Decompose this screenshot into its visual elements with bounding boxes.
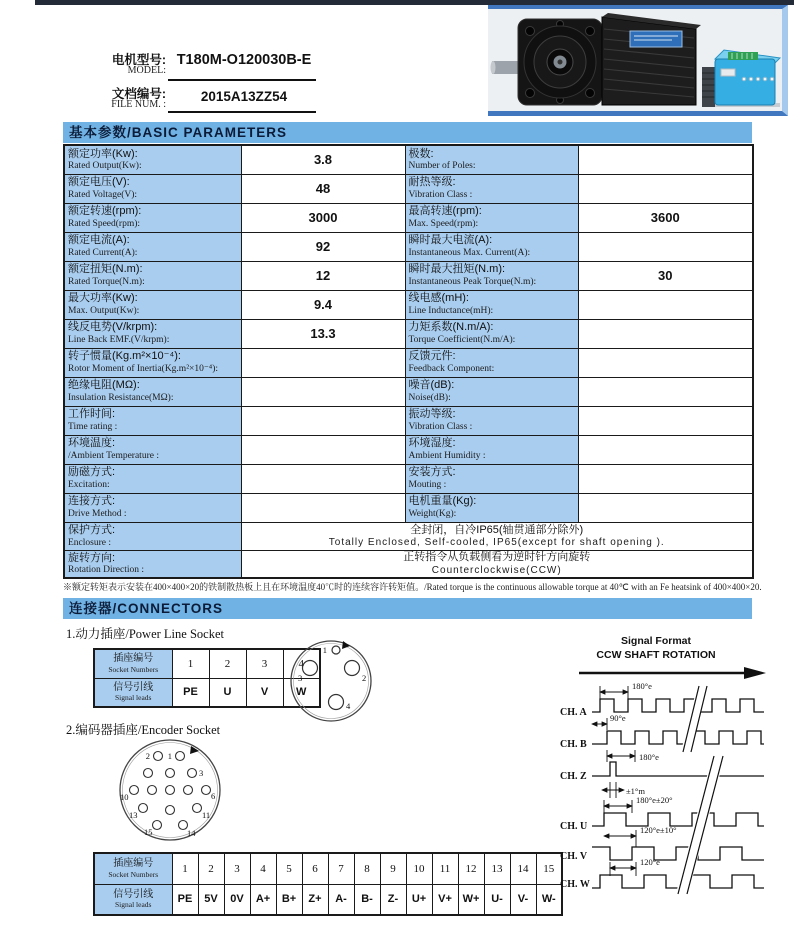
param-value-cell xyxy=(578,145,753,174)
svg-text:11: 11 xyxy=(202,810,211,820)
rotation-value-cell: 正转指令从负载侧看为逆时针方向旋转 Counterclockwise(CCW) xyxy=(241,550,753,578)
svg-text:3: 3 xyxy=(298,673,303,683)
encoder-socket-table xyxy=(93,852,563,916)
param-label-cell: 额定转速(rpm): Rated Speed(rpm): xyxy=(64,203,241,232)
param-label-cell: 额定电流(A): Rated Current(A): xyxy=(64,232,241,261)
svg-text:3: 3 xyxy=(199,768,204,778)
svg-text:6: 6 xyxy=(211,791,216,801)
product-photo-frame xyxy=(488,5,788,116)
param-row xyxy=(64,232,753,261)
param-label-cell: 瞬时最大电流(A): Instantaneous Max. Current(A): xyxy=(405,232,578,261)
param-label-cell: 线电感(mH): Line Inductance(mH): xyxy=(405,290,578,319)
param-label-cell: 额定电压(V): Rated Voltage(V): xyxy=(64,174,241,203)
param-value-cell xyxy=(241,435,405,464)
power-numbers-row: 插座编号 Socket Numbers 1 2 3 4 xyxy=(94,649,320,678)
file-underline xyxy=(168,111,316,113)
param-row xyxy=(64,406,753,435)
svg-text:120°e±10°: 120°e±10° xyxy=(640,825,677,835)
power-numbers-label: 插座编号 Socket Numbers xyxy=(94,649,172,678)
param-value-cell: 3000 xyxy=(241,203,405,232)
param-value-cell: 3.8 xyxy=(241,145,405,174)
param-value-cell xyxy=(578,348,753,377)
model-underline xyxy=(168,79,316,81)
param-row xyxy=(64,290,753,319)
connectors-band: 连接器/CONNECTORS xyxy=(63,598,752,619)
param-label-cell: 环境温度: /Ambient Temperature : xyxy=(64,435,241,464)
param-value-cell: 48 xyxy=(241,174,405,203)
svg-text:CH. V: CH. V xyxy=(560,851,588,862)
param-value-cell xyxy=(578,290,753,319)
param-label-cell: 绝缘电阻(MΩ): Insulation Resistance(MΩ): xyxy=(64,377,241,406)
file-label-en: FILE NUM. : xyxy=(111,99,166,110)
param-value-cell xyxy=(241,464,405,493)
model-value: T180M-O120030B-E xyxy=(176,52,312,68)
param-label-cell: 额定功率(Kw): Rated Output(Kw): xyxy=(64,145,241,174)
power-leads-row: 信号引线 Signal leads PE U V W xyxy=(94,678,320,707)
param-row xyxy=(64,261,753,290)
param-value-cell: 92 xyxy=(241,232,405,261)
param-label-cell: 保护方式: Enclosure : xyxy=(64,522,241,550)
param-label-cell: 极数: Number of Poles: xyxy=(405,145,578,174)
param-row xyxy=(64,435,753,464)
param-label-cell: 励磁方式: Excitation: xyxy=(64,464,241,493)
param-value-cell: 13.3 xyxy=(241,319,405,348)
signal-format-diagram xyxy=(552,630,794,922)
param-label-cell: 连接方式: Drive Method : xyxy=(64,493,241,522)
model-label-cn: 电机型号: xyxy=(111,53,166,67)
param-value-cell xyxy=(241,348,405,377)
product-photo xyxy=(488,9,782,110)
svg-text:CH. W: CH. W xyxy=(560,879,590,890)
enclosure-value-cell: 全封闭，自冷IP65(轴贯通部分除外) Totally Enclosed, Self-cooled, IP65(except for shaft opening ). xyxy=(241,522,753,550)
svg-text:1: 1 xyxy=(167,751,172,761)
param-value-cell xyxy=(578,174,753,203)
param-value-cell: 9.4 xyxy=(241,290,405,319)
param-label-cell: 额定扭矩(N.m): Rated Torque(N.m): xyxy=(64,261,241,290)
param-value-cell xyxy=(578,464,753,493)
model-label-en: MODEL: xyxy=(127,65,166,76)
svg-text:CH. A: CH. A xyxy=(560,707,587,718)
param-label-cell: 最高转速(rpm): Max. Speed(rpm): xyxy=(405,203,578,232)
rated-torque-footnote: ※额定转矩表示安装在400×400×20的铁制散热板上且在环境温度40℃时的连续容许转矩值。/Rated torque is the continuous allowable torque at 40℃ with an Fe heatsink of 400×400×20. xyxy=(63,582,762,592)
svg-text:15: 15 xyxy=(144,827,153,837)
basic-parameters-band: 基本参数/BASIC PARAMETERS xyxy=(63,122,752,143)
svg-text:120°e: 120°e xyxy=(640,857,660,867)
param-label-cell: 瞬时最大扭矩(N.m): Instantaneous Peak Torque(N.m): xyxy=(405,261,578,290)
svg-text:CH. U: CH. U xyxy=(560,821,588,832)
param-label-cell: 环境湿度: Ambient Humidity : xyxy=(405,435,578,464)
svg-text:180°e: 180°e xyxy=(632,681,652,691)
param-value-cell xyxy=(578,493,753,522)
svg-text:1: 1 xyxy=(322,645,327,655)
svg-text:90°e: 90°e xyxy=(610,713,626,723)
param-value-cell xyxy=(578,435,753,464)
param-value-cell xyxy=(241,406,405,435)
enclosure-row xyxy=(64,522,753,550)
param-row xyxy=(64,145,753,174)
param-row xyxy=(64,377,753,406)
power-socket-diagram xyxy=(286,634,376,724)
param-row xyxy=(64,203,753,232)
param-row xyxy=(64,493,753,522)
svg-text:2: 2 xyxy=(145,751,150,761)
param-value-cell xyxy=(241,493,405,522)
param-value-cell: 30 xyxy=(578,261,753,290)
svg-text:CH. Z: CH. Z xyxy=(560,771,587,782)
svg-text:CH. B: CH. B xyxy=(560,739,587,750)
param-label-cell: 振动等级: Vibration Class : xyxy=(405,406,578,435)
param-label-cell: 噪音(dB): Noise(dB): xyxy=(405,377,578,406)
param-row xyxy=(64,464,753,493)
encoder-leads-label: 信号引线 Signal leads xyxy=(94,884,172,915)
file-value: 2015A13ZZ54 xyxy=(200,89,288,104)
svg-text:2: 2 xyxy=(362,673,367,683)
param-label-cell: 线反电势(V/krpm): Line Back EMF.(V/krpm): xyxy=(64,319,241,348)
param-label-cell: 最大功率(Kw): Max. Output(Kw): xyxy=(64,290,241,319)
param-value-cell xyxy=(241,377,405,406)
svg-text:4: 4 xyxy=(346,701,351,711)
encoder-numbers-row: 插座编号 Socket Numbers 1 2 3 4 5 6 7 8 9 10 11 12 13 14 15 xyxy=(94,853,562,884)
encoder-leads-row: 信号引线 Signal leads PE 5V 0V A+ B+ Z+ A- B- Z- U+ V+ W+ U- V- W- xyxy=(94,884,562,915)
svg-text:13: 13 xyxy=(129,810,138,820)
svg-text:Signal Format: Signal Format xyxy=(620,635,692,647)
param-label-cell: 电机重量(Kg): Weight(Kg): xyxy=(405,493,578,522)
param-value-cell: 12 xyxy=(241,261,405,290)
svg-text:CCW SHAFT ROTATION: CCW SHAFT ROTATION xyxy=(596,649,716,661)
param-row xyxy=(64,319,753,348)
key-arrow-icon xyxy=(190,746,199,754)
param-label-cell: 反馈元件: Feedback Component: xyxy=(405,348,578,377)
param-row xyxy=(64,348,753,377)
param-label-cell: 旋转方向: Rotation Direction : xyxy=(64,550,241,578)
param-value-cell xyxy=(578,232,753,261)
param-label-cell: 力矩系数(N.m/A): Torque Coefficient(N.m/A): xyxy=(405,319,578,348)
param-label-cell: 耐热等级: Vibration Class : xyxy=(405,174,578,203)
param-label-cell: 转子惯量(Kg.m²×10⁻⁴): Rotor Moment of Inertia(Kg.m²×10⁻⁴): xyxy=(64,348,241,377)
power-leads-label: 信号引线 Signal leads xyxy=(94,678,172,707)
svg-text:10: 10 xyxy=(120,792,129,802)
svg-text:14: 14 xyxy=(187,828,196,838)
svg-text:180°e±20°: 180°e±20° xyxy=(636,795,673,805)
encoder-socket-title: 2.编码器插座/Encoder Socket xyxy=(66,723,221,737)
encoder-socket-diagram xyxy=(112,734,228,846)
param-row xyxy=(64,174,753,203)
param-label-cell: 安装方式: Mouting : xyxy=(405,464,578,493)
param-value-cell xyxy=(578,377,753,406)
param-value-cell xyxy=(578,406,753,435)
basic-parameters-table xyxy=(63,144,754,579)
param-value-cell xyxy=(578,319,753,348)
param-value-cell: 3600 xyxy=(578,203,753,232)
power-socket-title: 1.动力插座/Power Line Socket xyxy=(66,627,224,641)
rotation-row xyxy=(64,550,753,578)
svg-text:180°e: 180°e xyxy=(639,752,659,762)
svg-text:±1°m: ±1°m xyxy=(626,786,645,796)
param-label-cell: 工作时间: Time rating : xyxy=(64,406,241,435)
encoder-numbers-label: 插座编号 Socket Numbers xyxy=(94,853,172,884)
file-label-cn: 文档编号: xyxy=(111,87,166,101)
